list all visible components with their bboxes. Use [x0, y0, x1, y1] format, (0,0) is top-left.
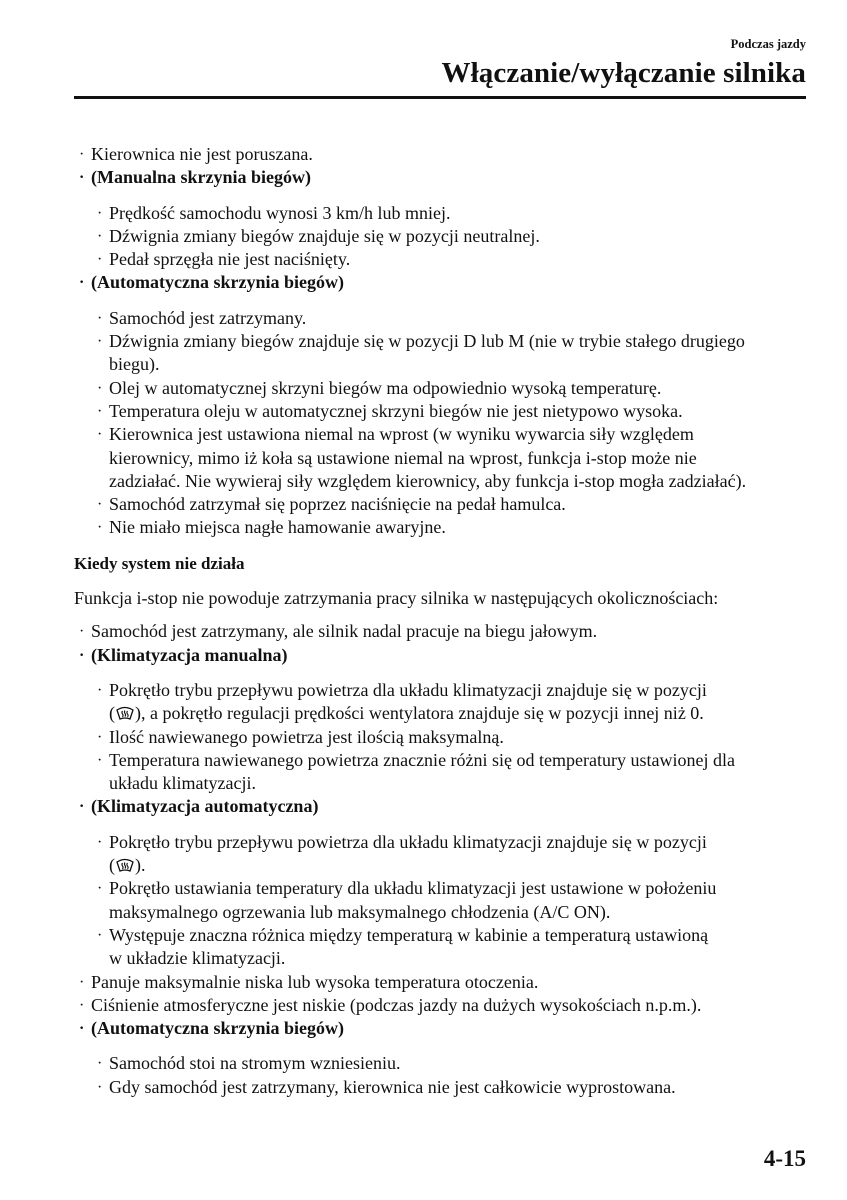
item-text: Samochód jest zatrzymany. — [109, 307, 307, 328]
spacer — [74, 667, 814, 679]
sub-list-item — [74, 924, 814, 971]
item-text: Temperatura nawiewanego powietrza znacznie różni się od temperatury ustawionej dla — [109, 749, 735, 770]
bullet: · — [79, 169, 85, 187]
bullet: · — [79, 646, 85, 664]
group-title: (Automatyczna skrzynia biegów) — [91, 272, 344, 293]
sub-list-item — [74, 1076, 814, 1099]
chapter-title: Włączanie/wyłączanie silnika — [441, 57, 806, 89]
list-item-automatic-gearbox — [74, 271, 814, 294]
bullet: · — [79, 996, 85, 1014]
bullet: · — [97, 426, 103, 444]
sub-list-item — [74, 248, 814, 271]
sub-list-item — [74, 726, 814, 749]
sub-list-item — [74, 877, 814, 924]
item-text: Samochód jest zatrzymany, ale silnik nadal pracuje na biegu jałowym. — [91, 621, 598, 642]
sub-list-item — [74, 400, 814, 423]
item-text: Kierownica jest ustawiona niemal na wprost (w wyniku wywarcia siły względem — [109, 424, 694, 445]
header-rule — [74, 96, 806, 99]
item-text: Samochód zatrzymał się poprzez naciśnięcie na pedał hamulca. — [109, 494, 566, 515]
bullet: · — [97, 402, 103, 420]
bullet: · — [79, 146, 85, 163]
page-content — [74, 143, 814, 1099]
bullet: · — [79, 274, 85, 292]
bullet: · — [97, 1055, 103, 1073]
bullet: · — [97, 251, 103, 269]
item-text: Kierownica nie jest poruszana. — [91, 144, 313, 164]
bullet: · — [97, 333, 103, 351]
bullet: · — [97, 204, 103, 222]
item-text-continued: kierownicy, mimo iż koła są ustawione niemal na wprost, funkcja i-stop może nie — [109, 447, 697, 468]
spacer — [74, 575, 814, 587]
item-text: Pokrętło ustawiania temperatury dla układu klimatyzacji jest ustawione w położeniu — [109, 878, 717, 899]
group-title: (Manualna skrzynia biegów) — [91, 167, 312, 188]
spacer — [74, 819, 814, 831]
sub-list-item — [74, 307, 814, 330]
bullet: · — [97, 1078, 103, 1096]
group-title: (Klimatyzacja manualna) — [91, 644, 288, 665]
intro-paragraph: Funkcja i-stop nie powoduje zatrzymania pracy silnika w następujących okolicznościach: — [74, 588, 719, 609]
item-text-continued: w układzie klimatyzacji. — [109, 948, 286, 969]
item-text: Pokrętło trybu przepływu powietrza dla układu klimatyzacji znajduje się w pozycji — [109, 679, 707, 700]
bullet: · — [79, 973, 85, 991]
sub-list-item — [74, 679, 814, 726]
spacer — [74, 1040, 814, 1052]
list-item — [74, 620, 814, 643]
item-text: Panuje maksymalnie niska lub wysoka temperatura otoczenia. — [91, 971, 539, 992]
group-title: (Klimatyzacja automatyczna) — [91, 796, 319, 817]
sub-list-item — [74, 749, 814, 796]
item-text: Pedał sprzęgła nie jest naciśnięty. — [109, 249, 351, 270]
bullet: · — [97, 379, 103, 397]
bullet: · — [79, 1020, 85, 1038]
page-number: 4-15 — [763, 1146, 806, 1171]
bullet: · — [97, 681, 103, 699]
sub-list-item — [74, 225, 814, 248]
bullet: · — [97, 728, 103, 746]
sub-list-item — [74, 493, 814, 516]
item-text: Ciśnienie atmosferyczne jest niskie (podczas jazdy na dużych wysokościach n.p.m.). — [91, 994, 702, 1015]
bullet: · — [97, 926, 103, 944]
item-text: Pokrętło trybu przepływu powietrza dla układu klimatyzacji znajduje się w pozycji — [109, 831, 707, 852]
list-item-manual-gearbox — [74, 166, 814, 189]
windshield-defroster-icon — [115, 704, 135, 722]
bullet: · — [97, 519, 103, 537]
list-item — [74, 971, 814, 994]
windshield-defroster-icon — [115, 856, 135, 874]
bullet: · — [97, 880, 103, 898]
item-text: Dźwignia zmiany biegów znajduje się w pozycji D lub M (nie w trybie stałego drugiego — [109, 331, 745, 352]
item-text: Gdy samochód jest zatrzymany, kierownica nie jest całkowicie wyprostowana. — [109, 1076, 676, 1097]
item-text: Nie miało miejsca nagłe hamowanie awaryjne. — [109, 517, 446, 538]
sub-list-item — [74, 1052, 814, 1075]
spacer — [74, 540, 814, 552]
item-text: Ilość nawiewanego powietrza jest ilością maksymalną. — [109, 726, 504, 747]
bullet: · — [79, 623, 85, 641]
sub-list-item — [74, 516, 814, 539]
item-text-continued: układu klimatyzacji. — [109, 773, 256, 794]
item-text-continued: ), a pokrętło regulacji prędkości wentylatora znajduje się w pozycji innej niż 0. — [135, 703, 704, 724]
paren-open: ( — [109, 703, 115, 724]
bullet: · — [97, 833, 103, 851]
item-text-continued: biegu). — [109, 354, 160, 375]
list-item-manual-ac — [74, 644, 814, 667]
sub-list-item — [74, 831, 814, 878]
list-item-automatic-gearbox — [74, 1017, 814, 1040]
list-item — [74, 143, 814, 166]
sub-list-item — [74, 377, 814, 400]
page-header — [74, 36, 806, 91]
section-heading: Kiedy system nie działa — [74, 553, 245, 573]
paren-open: ( — [109, 855, 115, 876]
spacer — [74, 610, 814, 620]
item-text: Olej w automatycznej skrzyni biegów ma odpowiednio wysoką temperaturę. — [109, 377, 662, 398]
item-text: Dźwignia zmiany biegów znajduje się w pozycji neutralnej. — [109, 225, 540, 246]
spacer — [74, 190, 814, 202]
item-text-continued: ). — [135, 855, 146, 876]
section-title: Podczas jazdy — [730, 37, 806, 51]
spacer — [74, 295, 814, 307]
bullet: · — [97, 309, 103, 327]
item-text: Występuje znaczna różnica między temperaturą w kabinie a temperaturą ustawioną — [109, 924, 709, 945]
item-text: Temperatura oleju w automatycznej skrzyni biegów nie jest nietypowo wysoka. — [109, 400, 683, 421]
item-text-continued: maksymalnego ogrzewania lub maksymalnego chłodzenia (A/C ON). — [109, 901, 611, 922]
bullet: · — [97, 227, 103, 245]
sub-list-item — [74, 330, 814, 377]
bullet: · — [97, 751, 103, 769]
list-item-auto-ac — [74, 795, 814, 818]
item-text-continued: zadziałać. Nie wywieraj siły względem kierownicy, aby funkcja i-stop mogła zadziałać). — [109, 470, 747, 491]
item-text: Prędkość samochodu wynosi 3 km/h lub mniej. — [109, 202, 451, 223]
bullet: · — [79, 798, 85, 816]
item-text: Samochód stoi na stromym wzniesieniu. — [109, 1053, 401, 1074]
group-title: (Automatyczna skrzynia biegów) — [91, 1018, 344, 1039]
sub-list-item — [74, 202, 814, 225]
bullet: · — [97, 496, 103, 514]
sub-list-item — [74, 423, 814, 493]
list-item — [74, 994, 814, 1017]
